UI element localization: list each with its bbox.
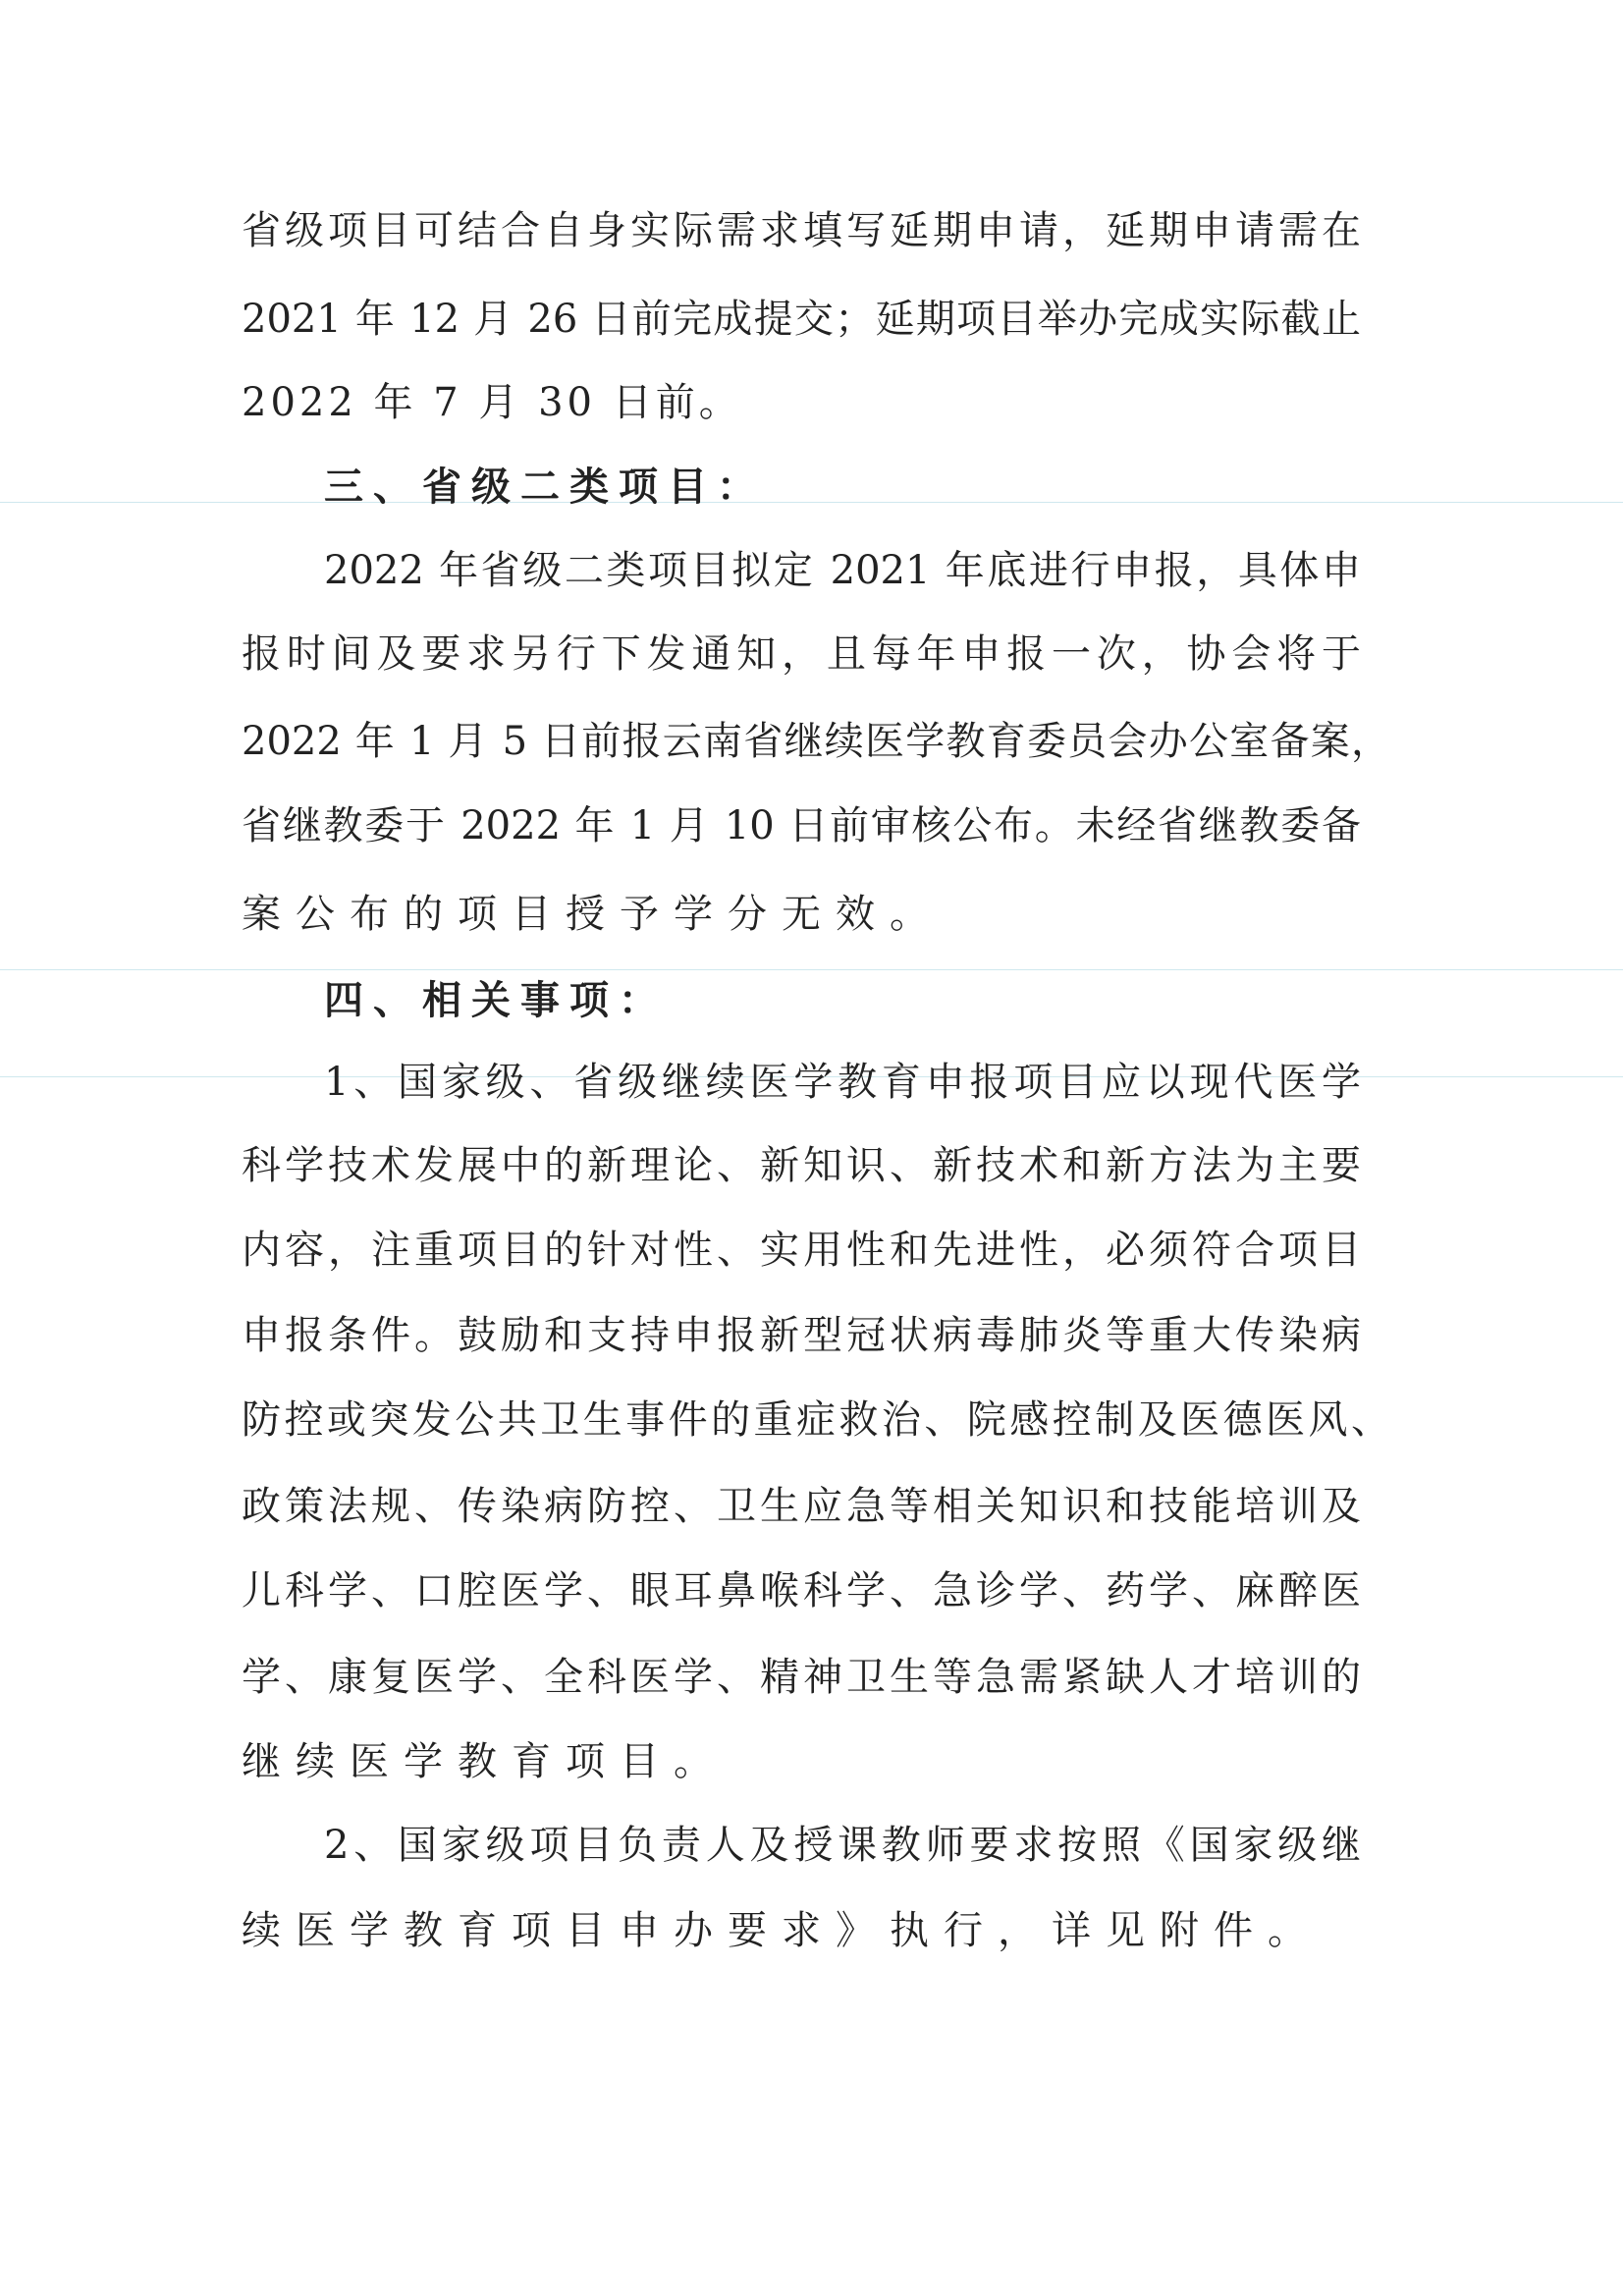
section-heading: 三、省级二类项目： bbox=[324, 464, 766, 510]
paragraph-line: 防控或突发公共卫生事件的重症救治、院感控制及医德医风、 bbox=[242, 1397, 1390, 1443]
paragraph-line: 省继教委于 2022 年 1 月 10 日前审核公布。未经省继教委备 bbox=[242, 803, 1361, 848]
paragraph-line: 2、国家级项目负责人及授课教师要求按照《国家级继 bbox=[324, 1823, 1361, 1868]
paragraph-line: 儿科学、口腔医学、眼耳鼻喉科学、急诊学、药学、麻醉医 bbox=[242, 1568, 1361, 1613]
paragraph-line: 2021 年 12 月 26 日前完成提交；延期项目举办完成实际截止 bbox=[242, 297, 1361, 342]
paragraph-line: 2022 年 1 月 5 日前报云南省继续医学教育委员会办公室备案， bbox=[242, 719, 1390, 764]
section-heading: 四、相关事项： bbox=[324, 977, 668, 1023]
scan-line bbox=[0, 969, 1623, 970]
paragraph-line: 续医学教育项目申办要求》执行，详见附件。 bbox=[242, 1908, 1322, 1953]
paragraph-line: 学、康复医学、全科医学、精神卫生等急需紧缺人才培训的 bbox=[242, 1655, 1361, 1700]
paragraph-line: 内容，注重项目的针对性、实用性和先进性，必须符合项目 bbox=[242, 1228, 1361, 1273]
paragraph-line: 科学技术发展中的新理论、新知识、新技术和新方法为主要 bbox=[242, 1143, 1361, 1188]
paragraph-line: 继续医学教育项目。 bbox=[242, 1739, 728, 1784]
paragraph-line: 报时间及要求另行下发通知，且每年申报一次，协会将于 bbox=[242, 631, 1361, 677]
scan-line bbox=[0, 502, 1623, 503]
paragraph-line: 申报条件。鼓励和支持申报新型冠状病毒肺炎等重大传染病 bbox=[242, 1313, 1361, 1358]
paragraph-line: 政策法规、传染病防控、卫生应急等相关知识和技能培训及 bbox=[242, 1484, 1361, 1529]
paragraph-line: 1、国家级、省级继续医学教育申报项目应以现代医学 bbox=[324, 1060, 1361, 1105]
paragraph-line: 案公布的项目授予学分无效。 bbox=[242, 892, 944, 937]
paragraph-line: 省级项目可结合自身实际需求填写延期申请，延期申请需在 bbox=[242, 208, 1361, 253]
paragraph-line: 2022 年省级二类项目拟定 2021 年底进行申报，具体申 bbox=[324, 548, 1361, 593]
paragraph-line: 2022 年 7 月 30 日前。 bbox=[242, 380, 742, 425]
